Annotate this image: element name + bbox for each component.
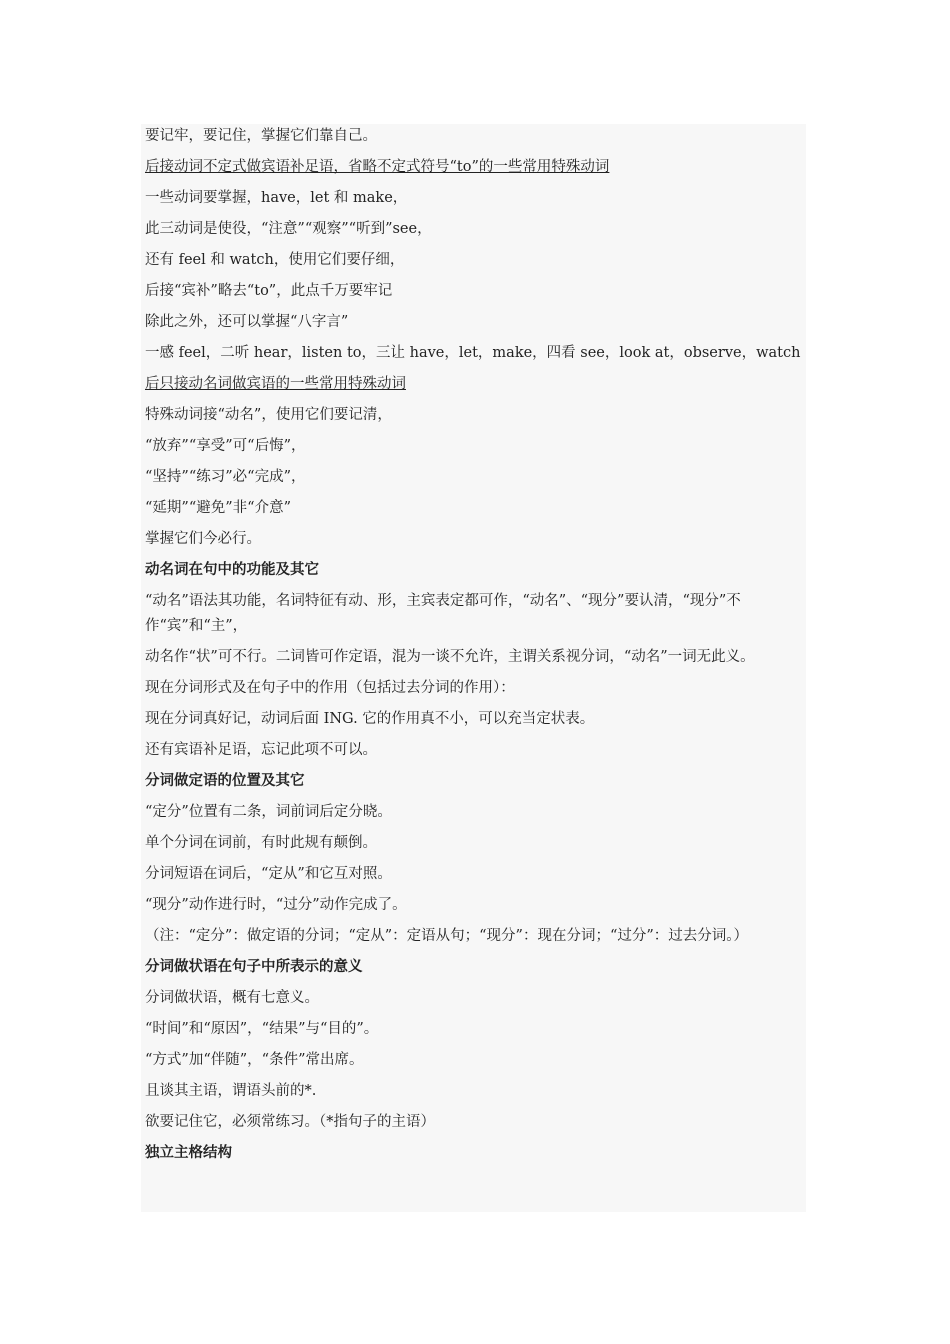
text-line bbox=[145, 217, 806, 248]
text-line-content: 一些动词要掌握，have，let 和 make， bbox=[145, 190, 408, 206]
text-line-content: “动名”语法其功能，名词特征有动、形，主宾表定都可作，“动名”、“现分”要认清，“现分”不作“宾”和“主”， bbox=[145, 593, 741, 634]
section-heading bbox=[145, 558, 806, 589]
text-line bbox=[145, 1048, 806, 1079]
text-line bbox=[145, 707, 806, 738]
text-line bbox=[145, 496, 806, 527]
text-line-content: 后接“宾补”略去“to”，此点千万要牢记 bbox=[145, 283, 393, 299]
text-line-content: 现在分词真好记，动词后面 ING. 它的作用真不小，可以充当定状表。 bbox=[145, 711, 595, 727]
text-line-content: “方式”加“伴随”，“条件”常出席。 bbox=[145, 1052, 364, 1068]
text-line-content: 特殊动词接“动名”，使用它们要记清， bbox=[145, 407, 392, 423]
text-line-content: 掌握它们今必行。 bbox=[145, 531, 261, 547]
text-line bbox=[145, 279, 806, 310]
text-line bbox=[145, 403, 806, 434]
text-line bbox=[145, 465, 806, 496]
text-line-content: 现在分词形式及在句子中的作用（包括过去分词的作用）： bbox=[145, 680, 515, 696]
text-line bbox=[145, 341, 806, 372]
text-line bbox=[145, 310, 806, 341]
text-line bbox=[145, 862, 806, 893]
text-line-content: 除此之外，还可以掌握“八字言” bbox=[145, 314, 349, 330]
text-line-content: “时间”和“原因”，“结果”与“目的”。 bbox=[145, 1021, 379, 1037]
text-line bbox=[145, 248, 806, 279]
document-body bbox=[141, 124, 806, 1212]
text-line-content: “定分”位置有二条，词前词后定分晓。 bbox=[145, 804, 392, 820]
text-line bbox=[145, 372, 806, 403]
text-line-content: 一感 feel，二听 hear，listen to，三让 have，let，make，四看 see，look at，observe，watch bbox=[145, 345, 801, 361]
text-line bbox=[145, 738, 806, 769]
text-line bbox=[145, 434, 806, 465]
text-line-content: 单个分词在词前，有时此规有颠倒。 bbox=[145, 835, 377, 851]
text-line-content: 后只接动名词做宾语的一些常用特殊动词 bbox=[145, 376, 406, 392]
text-line-content: “放弃”“享受”可“后悔”， bbox=[145, 438, 306, 454]
text-line bbox=[145, 893, 806, 924]
text-line bbox=[145, 155, 806, 186]
text-line bbox=[145, 676, 806, 707]
text-line-content: “现分”动作进行时，“过分”动作完成了。 bbox=[145, 897, 407, 913]
text-line-content: “坚持”“练习”必“完成”， bbox=[145, 469, 306, 485]
text-line bbox=[145, 1110, 806, 1141]
text-line bbox=[145, 1017, 806, 1048]
text-line bbox=[145, 589, 806, 639]
text-line bbox=[145, 831, 806, 862]
text-line bbox=[145, 924, 806, 949]
text-line-content: 此三动词是使役，“注意”“观察”“听到”see， bbox=[145, 221, 432, 237]
text-line-content: 后接动词不定式做宾语补足语，省略不定式符号“to”的一些常用特殊动词 bbox=[145, 159, 610, 175]
section-heading bbox=[145, 769, 806, 800]
text-line bbox=[145, 645, 806, 670]
text-line-content: 还有宾语补足语，忘记此项不可以。 bbox=[145, 742, 377, 758]
text-line-content: 分词做定语的位置及其它 bbox=[145, 773, 305, 789]
text-line-content: 独立主格结构 bbox=[145, 1145, 232, 1161]
text-line-content: “延期”“避免”非“介意” bbox=[145, 500, 291, 516]
text-line-content: 欲要记住它，必须常练习。（*指句子的主语） bbox=[145, 1114, 435, 1130]
text-line bbox=[145, 986, 806, 1017]
text-line-content: （注：“定分”：做定语的分词；“定从”：定语从句；“现分”：现在分词；“过分”：过去分词。） bbox=[145, 928, 749, 944]
text-line-content: 动名词在句中的功能及其它 bbox=[145, 562, 319, 578]
text-line bbox=[145, 800, 806, 831]
text-line-content: 还有 feel 和 watch，使用它们要仔细， bbox=[145, 252, 405, 268]
text-line-content: 要记牢，要记住，掌握它们靠自己。 bbox=[145, 128, 377, 144]
text-line-content: 分词做状语在句子中所表示的意义 bbox=[145, 959, 363, 975]
text-line-content: 动名作“状”可不行。二词皆可作定语，混为一谈不允许，主谓关系视分词，“动名”一词无此义。 bbox=[145, 649, 755, 665]
text-line-content: 分词短语在词后，“定从”和它互对照。 bbox=[145, 866, 392, 882]
text-line-content: 且谈其主语，谓语头前的*. bbox=[145, 1083, 317, 1099]
section-heading bbox=[145, 955, 806, 986]
text-line-content: 分词做状语，概有七意义。 bbox=[145, 990, 319, 1006]
section-heading bbox=[145, 1141, 806, 1172]
text-line bbox=[145, 124, 806, 155]
text-line bbox=[145, 1079, 806, 1110]
text-line bbox=[145, 527, 806, 558]
text-line bbox=[145, 186, 806, 217]
